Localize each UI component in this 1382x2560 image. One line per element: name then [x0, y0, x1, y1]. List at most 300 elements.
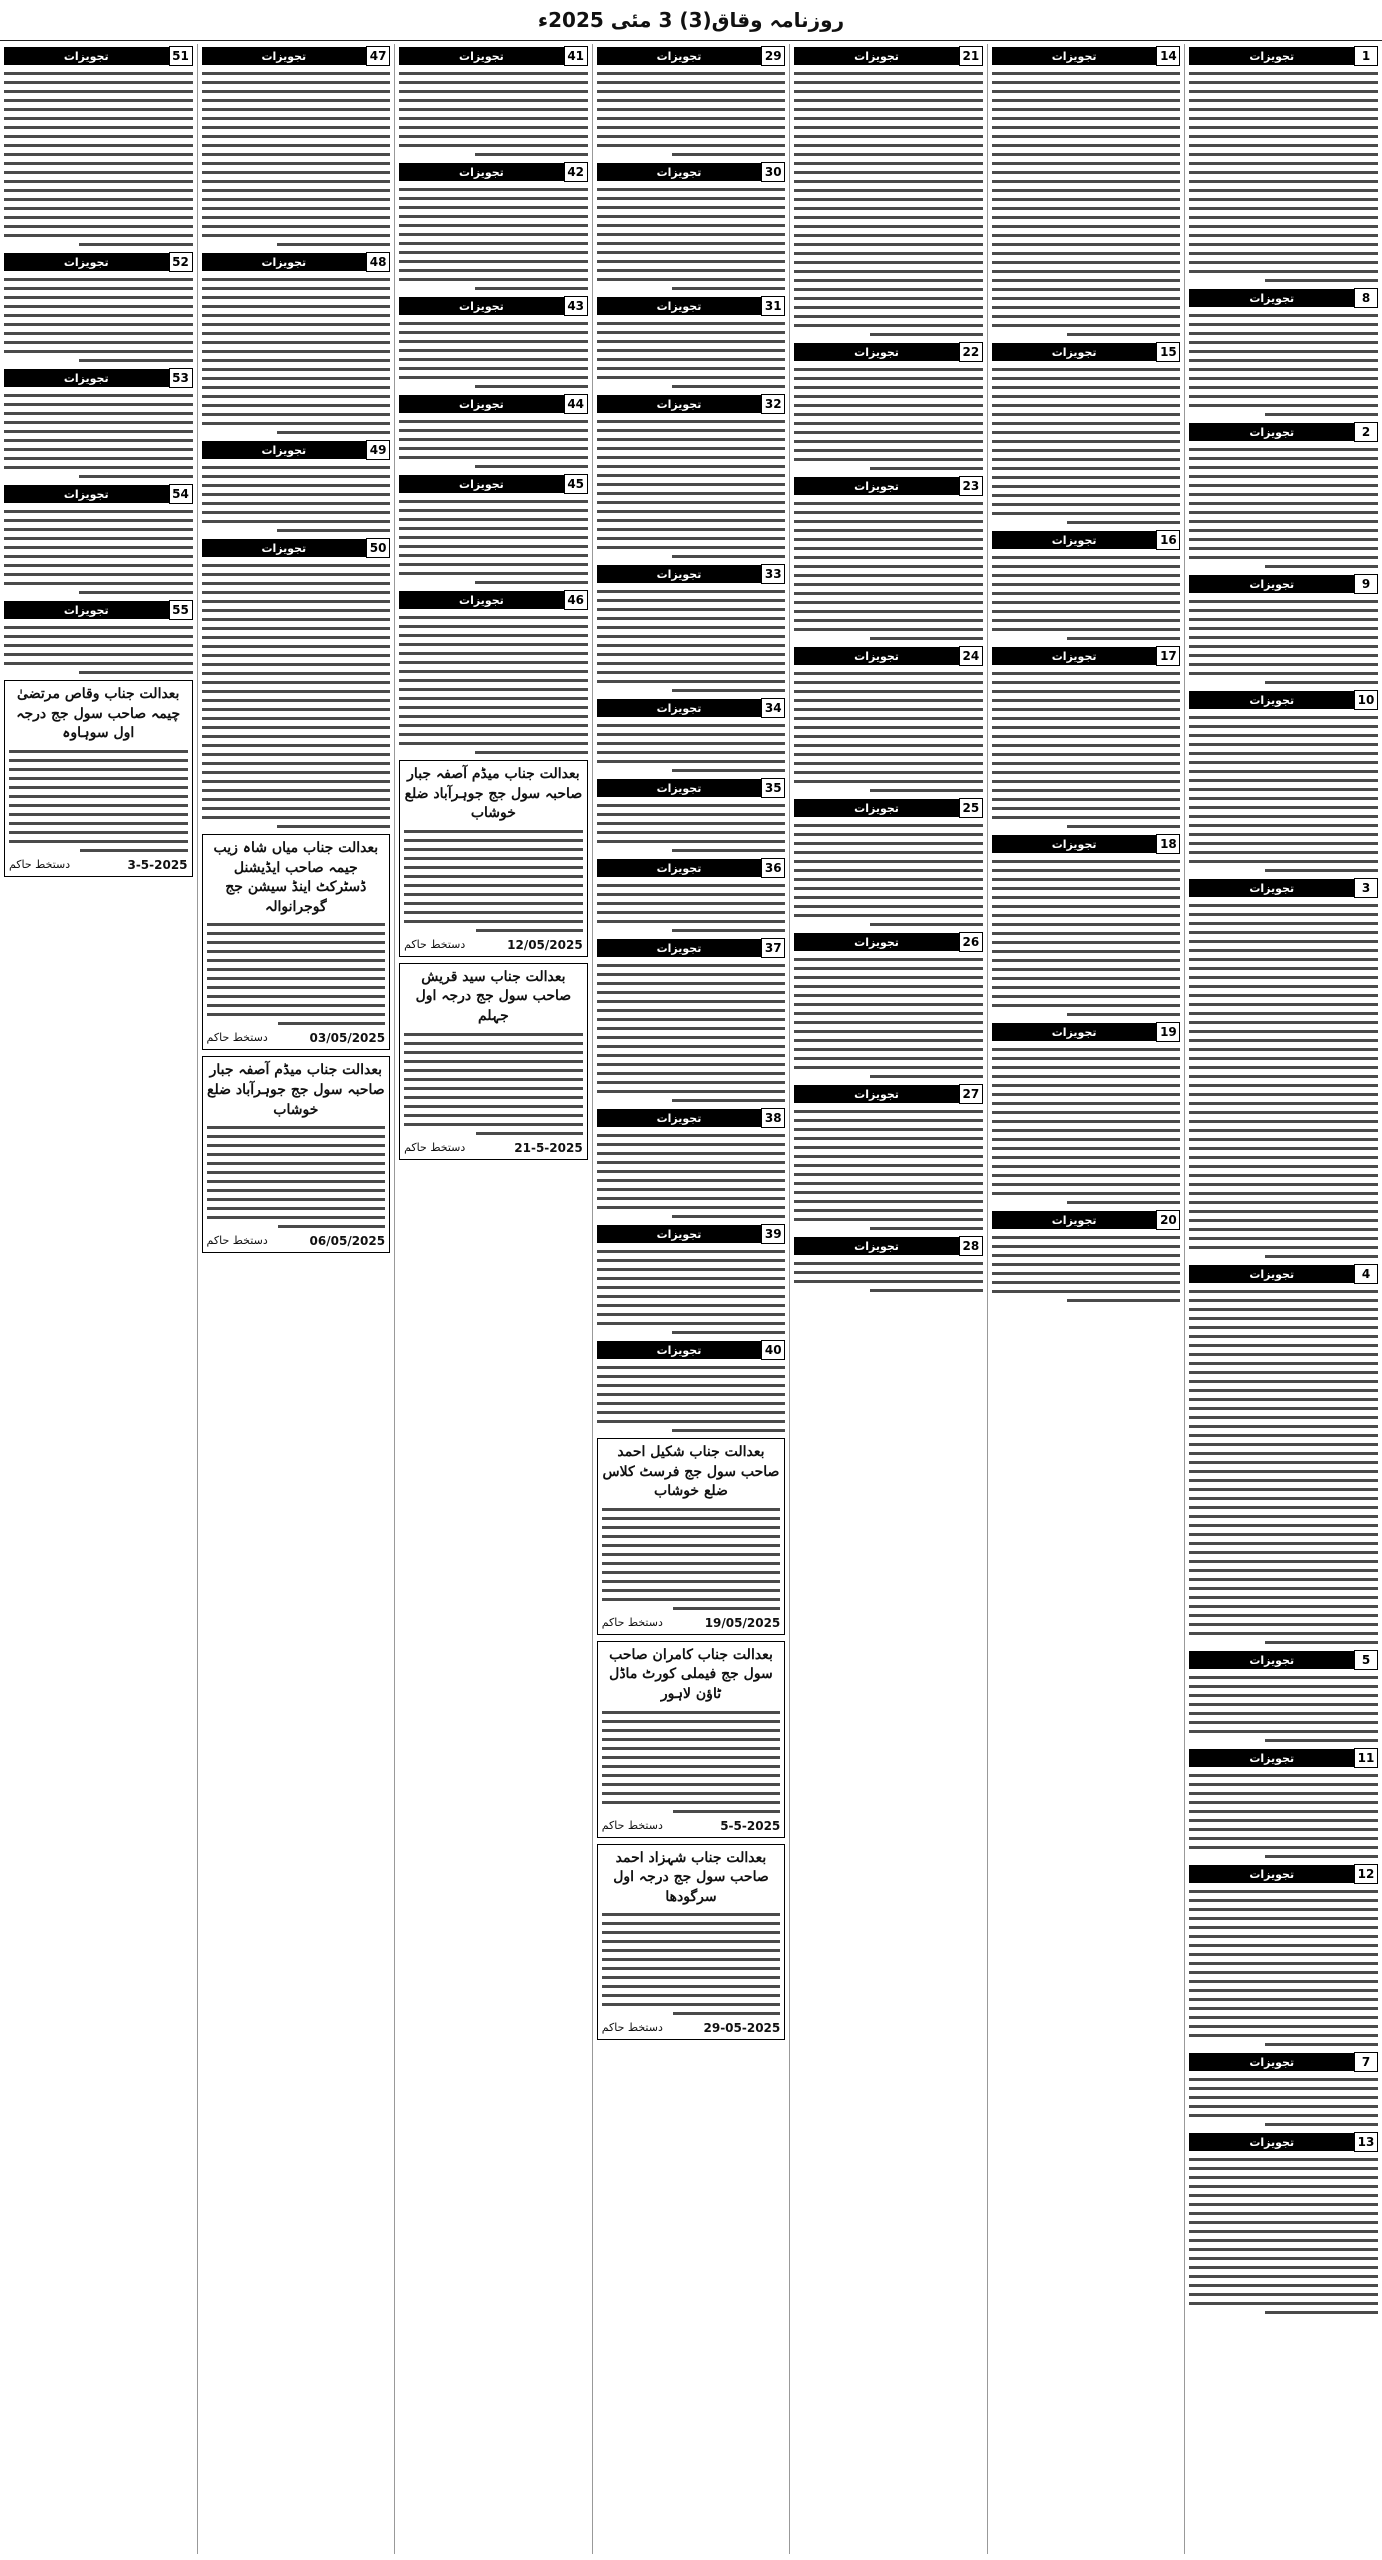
court-notice-footer: [602, 1616, 781, 1630]
text-line: [992, 574, 1181, 577]
text-line: [672, 929, 785, 932]
text-line: [597, 269, 786, 272]
text-line: [1189, 234, 1378, 237]
text-line: [602, 1783, 781, 1786]
text-line: [202, 90, 391, 93]
notice-item: [1189, 690, 1378, 872]
text-line: [597, 1313, 786, 1316]
text-line: [597, 429, 786, 432]
notice-label: تجویزات: [399, 297, 564, 315]
text-line: [597, 1402, 786, 1405]
text-line: [992, 422, 1181, 425]
text-line: [992, 583, 1181, 586]
court-notice-footer: [602, 2021, 781, 2035]
text-line: [79, 671, 192, 674]
text-line: [1265, 681, 1378, 684]
text-line: [992, 189, 1181, 192]
text-line: [1189, 2016, 1378, 2019]
notice-header: [794, 932, 983, 952]
text-line: [1189, 1299, 1378, 1302]
text-line: [202, 225, 391, 228]
text-line: [602, 1562, 781, 1565]
court-notice-date: 3-5-2025: [127, 857, 188, 872]
notice-header: [597, 1340, 786, 1360]
court-notice-title: بعدالت جناب سید قریش صاحب سول جج درجہ اول جہلم: [415, 968, 572, 1024]
text-line: [4, 189, 193, 192]
notice-text-block: [597, 72, 786, 156]
text-line: [794, 994, 983, 997]
text-line: [4, 144, 193, 147]
text-line: [207, 1144, 386, 1147]
text-line: [992, 950, 1181, 953]
text-line: [992, 1272, 1181, 1275]
notice-text-block: [1189, 72, 1378, 282]
text-line: [4, 457, 193, 460]
court-notice-footer: [207, 1031, 386, 1045]
text-line: [1189, 1810, 1378, 1813]
text-line: [207, 1198, 386, 1201]
text-line: [1189, 377, 1378, 380]
text-line: [597, 1036, 786, 1039]
notice-header: [1189, 690, 1378, 710]
text-line: [1189, 2257, 1378, 2260]
text-line: [202, 520, 391, 523]
text-line: [1189, 484, 1378, 487]
text-line: [672, 849, 785, 852]
text-line: [1189, 332, 1378, 335]
text-line: [1189, 2248, 1378, 2251]
text-line: [870, 1227, 983, 1230]
notice-number: 53: [169, 368, 193, 388]
column-5: [394, 44, 592, 2554]
notice-header: [992, 342, 1181, 362]
text-line: [9, 840, 188, 843]
text-line: [992, 968, 1181, 971]
notice-item: [992, 530, 1181, 640]
text-line: [1189, 1389, 1378, 1392]
text-line: [597, 920, 786, 923]
text-line: [794, 1182, 983, 1185]
text-line: [992, 72, 1181, 75]
text-line: [602, 1598, 781, 1601]
text-line: [1189, 779, 1378, 782]
text-line: [1189, 743, 1378, 746]
text-line: [1189, 1371, 1378, 1374]
text-line: [992, 1084, 1181, 1087]
text-line: [1189, 1344, 1378, 1347]
text-line: [1189, 1021, 1378, 1024]
text-line: [9, 759, 188, 762]
text-line: [4, 421, 193, 424]
text-line: [202, 466, 391, 469]
notice-header: [202, 440, 391, 460]
text-line: [1265, 1255, 1378, 1258]
text-line: [399, 224, 588, 227]
text-line: [202, 789, 391, 792]
text-line: [597, 964, 786, 967]
text-line: [597, 982, 786, 985]
notice-number: 16: [1156, 530, 1180, 550]
notice-text-block: [992, 1048, 1181, 1204]
text-line: [602, 1571, 781, 1574]
text-line: [1189, 1237, 1378, 1240]
text-line: [1189, 1569, 1378, 1572]
text-line: [202, 654, 391, 657]
text-line: [4, 81, 193, 84]
text-line: [602, 1792, 781, 1795]
text-line: [476, 929, 583, 932]
text-line: [794, 556, 983, 559]
text-line: [4, 644, 193, 647]
court-notice: [597, 1641, 786, 1838]
text-line: [1067, 1299, 1180, 1302]
text-line: [1189, 1971, 1378, 1974]
text-line: [992, 440, 1181, 443]
text-line: [4, 117, 193, 120]
notice-header: [1189, 1650, 1378, 1670]
notice-item: [992, 46, 1181, 336]
text-line: [9, 777, 188, 780]
text-line: [1189, 395, 1378, 398]
text-line: [404, 1042, 583, 1045]
court-notice: [597, 1438, 786, 1635]
text-line: [597, 1063, 786, 1066]
text-line: [992, 995, 1181, 998]
notice-header: [1189, 878, 1378, 898]
text-line: [475, 287, 588, 290]
text-line: [202, 564, 391, 567]
notice-text-block: [399, 72, 588, 156]
column-6: [197, 44, 395, 2554]
court-notice-signature: دستخط حاکم: [206, 1234, 268, 1248]
text-line: [1189, 824, 1378, 827]
text-line: [992, 753, 1181, 756]
text-line: [1189, 126, 1378, 129]
text-line: [992, 1174, 1181, 1177]
text-line: [602, 1765, 781, 1768]
text-line: [597, 751, 786, 754]
text-line: [602, 1589, 781, 1592]
text-line: [602, 1711, 781, 1714]
text-line: [404, 1033, 583, 1036]
text-line: [399, 376, 588, 379]
text-line: [597, 1018, 786, 1021]
text-line: [1189, 1380, 1378, 1383]
text-line: [399, 438, 588, 441]
text-line: [1189, 654, 1378, 657]
text-line: [4, 126, 193, 129]
text-line: [794, 502, 983, 505]
text-line: [672, 555, 785, 558]
text-line: [794, 1271, 983, 1274]
text-line: [399, 90, 588, 93]
text-line: [992, 1048, 1181, 1051]
notice-header: [4, 600, 193, 620]
notice-item: [597, 394, 786, 558]
text-line: [202, 189, 391, 192]
notice-text-block: [1189, 314, 1378, 416]
court-notice: [202, 834, 391, 1050]
text-line: [794, 162, 983, 165]
text-line: [278, 1225, 385, 1228]
notice-label: تجویزات: [597, 779, 762, 797]
text-line: [597, 90, 786, 93]
text-line: [992, 1093, 1181, 1096]
text-line: [870, 1289, 983, 1292]
text-line: [4, 412, 193, 415]
notice-item: [4, 368, 193, 478]
notice-label: تجویزات: [794, 477, 959, 495]
text-line: [4, 287, 193, 290]
text-line: [794, 780, 983, 783]
text-line: [992, 243, 1181, 246]
text-line: [1189, 1066, 1378, 1069]
notice-item: [4, 600, 193, 674]
notice-label: تجویزات: [597, 297, 762, 315]
notice-number: 24: [959, 646, 983, 666]
text-line: [794, 958, 983, 961]
text-line: [202, 216, 391, 219]
text-line: [1265, 413, 1378, 416]
text-line: [794, 440, 983, 443]
text-line: [992, 1281, 1181, 1284]
text-line: [207, 1189, 386, 1192]
text-line: [1189, 368, 1378, 371]
notice-number: 1: [1354, 46, 1378, 66]
text-line: [399, 188, 588, 191]
text-line: [597, 367, 786, 370]
text-line: [399, 715, 588, 718]
notice-item: [1189, 1864, 1378, 2046]
text-line: [992, 135, 1181, 138]
text-line: [1189, 1335, 1378, 1338]
text-line: [202, 744, 391, 747]
text-line: [278, 1022, 385, 1025]
text-line: [1189, 627, 1378, 630]
text-line: [794, 99, 983, 102]
text-line: [207, 941, 386, 944]
text-line: [1265, 2123, 1378, 2126]
notice-label: تجویزات: [597, 395, 762, 413]
text-line: [202, 422, 391, 425]
text-line: [1189, 207, 1378, 210]
text-line: [202, 350, 391, 353]
text-line: [202, 780, 391, 783]
text-line: [1189, 663, 1378, 666]
text-line: [992, 431, 1181, 434]
notice-item: [399, 46, 588, 156]
text-line: [4, 171, 193, 174]
notice-label: تجویزات: [1189, 47, 1354, 65]
notice-item: [399, 296, 588, 388]
court-notice-date: 19/05/2025: [704, 1615, 781, 1630]
text-line: [672, 385, 785, 388]
text-line: [794, 81, 983, 84]
text-line: [1189, 1434, 1378, 1437]
text-line: [1189, 994, 1378, 997]
text-line: [992, 126, 1181, 129]
text-line: [794, 198, 983, 201]
text-line: [1189, 493, 1378, 496]
text-line: [1189, 189, 1378, 192]
text-line: [399, 349, 588, 352]
text-line: [992, 368, 1181, 371]
text-line: [1265, 1641, 1378, 1644]
text-line: [1189, 1425, 1378, 1428]
notice-number: 54: [169, 484, 193, 504]
text-line: [597, 260, 786, 263]
text-line: [672, 769, 785, 772]
text-line: [602, 1580, 781, 1583]
text-line: [1189, 538, 1378, 541]
text-line: [9, 750, 188, 753]
text-line: [9, 795, 188, 798]
text-line: [992, 681, 1181, 684]
text-line: [399, 233, 588, 236]
text-line: [992, 1066, 1181, 1069]
text-line: [1265, 565, 1378, 568]
text-line: [202, 332, 391, 335]
text-line: [794, 306, 983, 309]
notice-number: 17: [1156, 646, 1180, 666]
text-line: [202, 493, 391, 496]
court-notice-title: بعدالت جناب شکیل احمد صاحب سول جج فرسٹ کلاس ضلع خوشاب: [602, 1444, 780, 1500]
text-line: [1189, 314, 1378, 317]
text-line: [399, 108, 588, 111]
text-line: [399, 688, 588, 691]
text-line: [202, 305, 391, 308]
notice-header: [597, 394, 786, 414]
notice-header: [597, 778, 786, 798]
notice-label: تجویزات: [4, 253, 169, 271]
text-line: [794, 1173, 983, 1176]
notice-text-block: [4, 510, 193, 594]
notice-label: تجویزات: [992, 1211, 1157, 1229]
text-line: [992, 771, 1181, 774]
text-line: [202, 717, 391, 720]
text-line: [992, 494, 1181, 497]
notice-header: [794, 646, 983, 666]
text-line: [202, 618, 391, 621]
text-line: [1067, 333, 1180, 336]
text-line: [597, 1179, 786, 1182]
text-line: [992, 386, 1181, 389]
text-line: [202, 672, 391, 675]
text-line: [1189, 1899, 1378, 1902]
text-line: [404, 911, 583, 914]
text-line: [1189, 81, 1378, 84]
text-line: [597, 456, 786, 459]
text-line: [1189, 1147, 1378, 1150]
text-line: [794, 1200, 983, 1203]
notice-text-block: [4, 278, 193, 362]
text-line: [992, 601, 1181, 604]
notice-item: [597, 46, 786, 156]
text-line: [992, 503, 1181, 506]
text-line: [1189, 1470, 1378, 1473]
text-line: [602, 1508, 781, 1511]
text-line: [4, 564, 193, 567]
column-1: [1184, 44, 1382, 2554]
notice-label: تجویزات: [794, 343, 959, 361]
text-line: [1189, 833, 1378, 836]
text-line: [992, 81, 1181, 84]
text-line: [1189, 2158, 1378, 2161]
text-line: [794, 824, 983, 827]
text-line: [794, 225, 983, 228]
text-line: [794, 449, 983, 452]
text-line: [794, 672, 983, 675]
notice-label: تجویزات: [597, 1109, 762, 1127]
text-line: [597, 72, 786, 75]
text-line: [1189, 457, 1378, 460]
text-line: [202, 99, 391, 102]
text-line: [399, 117, 588, 120]
text-line: [673, 2012, 780, 2015]
text-line: [1189, 1908, 1378, 1911]
notice-item: [399, 162, 588, 290]
notice-item: [794, 646, 983, 792]
text-line: [4, 108, 193, 111]
court-notice-signature: دستخط حاکم: [404, 937, 466, 951]
text-line: [1189, 1632, 1378, 1635]
text-line: [992, 869, 1181, 872]
text-line: [1189, 1685, 1378, 1688]
notice-item: [794, 46, 983, 336]
text-line: [404, 1060, 583, 1063]
text-line: [1189, 1890, 1378, 1893]
text-line: [1189, 1774, 1378, 1777]
notice-text-block: [992, 860, 1181, 1016]
notice-number: 15: [1156, 342, 1180, 362]
text-line: [597, 911, 786, 914]
notice-number: 14: [1156, 46, 1180, 66]
text-line: [399, 509, 588, 512]
text-line: [794, 386, 983, 389]
text-line: [202, 386, 391, 389]
notice-number: 9: [1354, 574, 1378, 594]
notice-number: 37: [761, 938, 785, 958]
notice-number: 30: [761, 162, 785, 182]
notice-label: تجویزات: [1189, 1749, 1354, 1767]
text-line: [794, 538, 983, 541]
text-line: [1189, 1138, 1378, 1141]
notice-label: تجویزات: [794, 1085, 959, 1103]
notice-label: تجویزات: [992, 1023, 1157, 1041]
text-line: [597, 528, 786, 531]
text-line: [1189, 1578, 1378, 1581]
text-line: [1265, 1855, 1378, 1858]
text-line: [597, 1152, 786, 1155]
text-line: [794, 699, 983, 702]
notice-number: 51: [169, 46, 193, 66]
text-line: [794, 842, 983, 845]
text-line: [794, 869, 983, 872]
text-line: [1189, 386, 1378, 389]
text-line: [794, 520, 983, 523]
text-line: [1189, 261, 1378, 264]
notice-header: [597, 698, 786, 718]
notice-text-block: [597, 724, 786, 772]
notice-label: تجویزات: [794, 799, 959, 817]
text-line: [794, 431, 983, 434]
text-line: [1189, 1980, 1378, 1983]
text-line: [992, 690, 1181, 693]
text-line: [1189, 1730, 1378, 1733]
text-line: [202, 636, 391, 639]
text-line: [794, 1048, 983, 1051]
court-notice-signature: دستخط حاکم: [206, 1031, 268, 1045]
